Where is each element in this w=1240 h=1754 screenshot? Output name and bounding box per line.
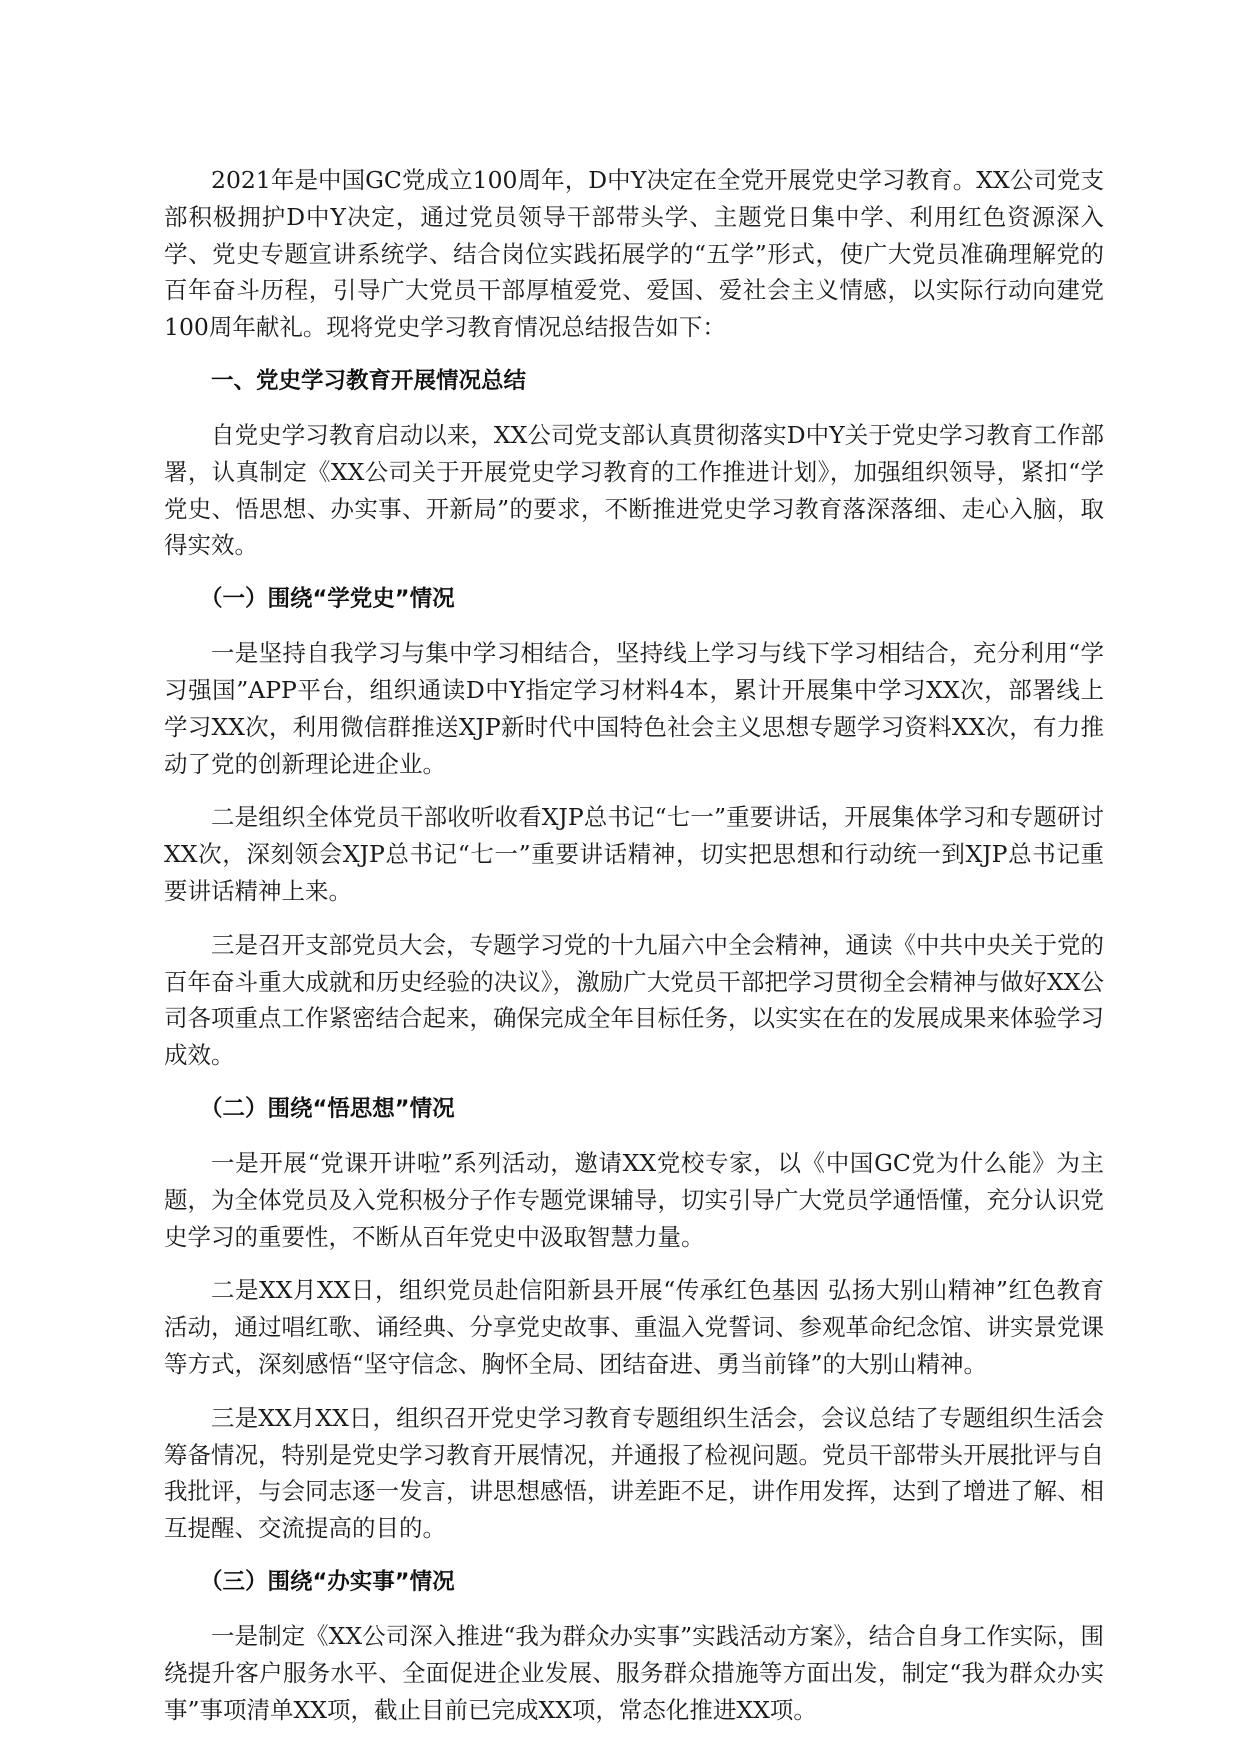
paragraph: 三是XX月XX日，组织召开党史学习教育专题组织生活会，会议总结了专题组织生活会筹备情况，特别是党史学习教育开展情况，并通报了检视问题。党员干部带头开展批评与自我批评，与会同志逐一发言，讲思想感悟，讲差距不足，讲作用发挥，达到了增进了解、相互提醒、交流提高的目的。 (164, 1403, 1104, 1543)
document-body (164, 162, 1104, 1745)
subsection-heading-practical-deeds: （三）围绕“办实事”情况 (200, 1568, 455, 1595)
paragraph: 一是开展“党课开讲啦”系列活动，邀请XX党校专家，以《中国GC党为什么能》为主题，为全体党员及入党积极分子作专题党课辅导，切实引导广大党员学通悟懂，充分认识党史学习的重要性，不断从百年党史中汲取智慧力量。 (164, 1148, 1104, 1251)
paragraph: 二是XX月XX日，组织党员赴信阳新县开展“传承红色基因 弘扬大别山精神”红色教育活动，通过唱红歌、诵经典、分享党史故事、重温入党誓词、参观革命纪念馆、讲实景党课等方式，深刻感悟“坚守信念、胸怀全局、团结奋进、勇当前锋”的大别山精神。 (164, 1276, 1104, 1378)
subsection-heading-study-history: （一）围绕“学党史”情况 (200, 586, 455, 613)
paragraph: 一是坚持自我学习与集中学习相结合，坚持线上学习与线下学习相结合，充分利用“学习强国”APP平台，组织通读D中Y指定学习材料4本，累计开展集中学习XX次，部署线上学习XX次，利用微信群推送XJP新时代中国特色社会主义思想专题学习资料XX次，有力推动了党的创新理论进企业。 (164, 639, 1104, 778)
paragraph: 一是制定《XX公司深入推进“我为群众办实事”实践活动方案》，结合自身工作实际，围绕提升客户服务水平、全面促进企业发展、服务群众措施等方面出发，制定“我为群众办实事”事项清单XX项，截止目前已完成XX项，常态化推进XX项。 (164, 1621, 1104, 1724)
subsection-heading-understand-thought: （二）围绕“悟思想”情况 (200, 1095, 455, 1122)
intro-paragraph: 2021年是中国GC党成立100周年，D中Y决定在全党开展党史学习教育。XX公司党支部积极拥护D中Y决定，通过党员领导干部带头学、主题党日集中学、利用红色资源深入学、党史专题宣讲系统学、结合岗位实践拓展学的“五学”形式，使广大党员准确理解党的百年奋斗历程，引导广大党员干部厚植爱党、爱国、爱社会主义情感，以实际行动向建党100周年献礼。现将党史学习教育情况总结报告如下： (164, 166, 1104, 342)
paragraph: 二是组织全体党员干部收听收看XJP总书记“七一”重要讲话，开展集体学习和专题研讨XX次，深刻领会XJP总书记“七一”重要讲话精神，切实把思想和行动统一到XJP总书记重要讲话精神上来。 (164, 803, 1104, 905)
section-intro-paragraph: 自党史学习教育启动以来，XX公司党支部认真贯彻落实D中Y关于党史学习教育工作部署，认真制定《XX公司关于开展党史学习教育的工作推进计划》，加强组织领导，紧扣“学党史、悟思想、办实事、开新局”的要求，不断推进党史学习教育落深落细、走心入脑，取得实效。 (164, 420, 1104, 560)
paragraph: 三是召开支部党员大会，专题学习党的十九届六中全会精神，通读《中共中央关于党的百年奋斗重大成就和历史经验的决议》，激励广大党员干部把学习贯彻全会精神与做好XX公司各项重点工作紧密结合起来，确保完成全年目标任务，以实实在在的发展成果来体验学习成效。 (164, 930, 1104, 1070)
section-heading: 一、党史学习教育开展情况总结 (211, 367, 527, 394)
